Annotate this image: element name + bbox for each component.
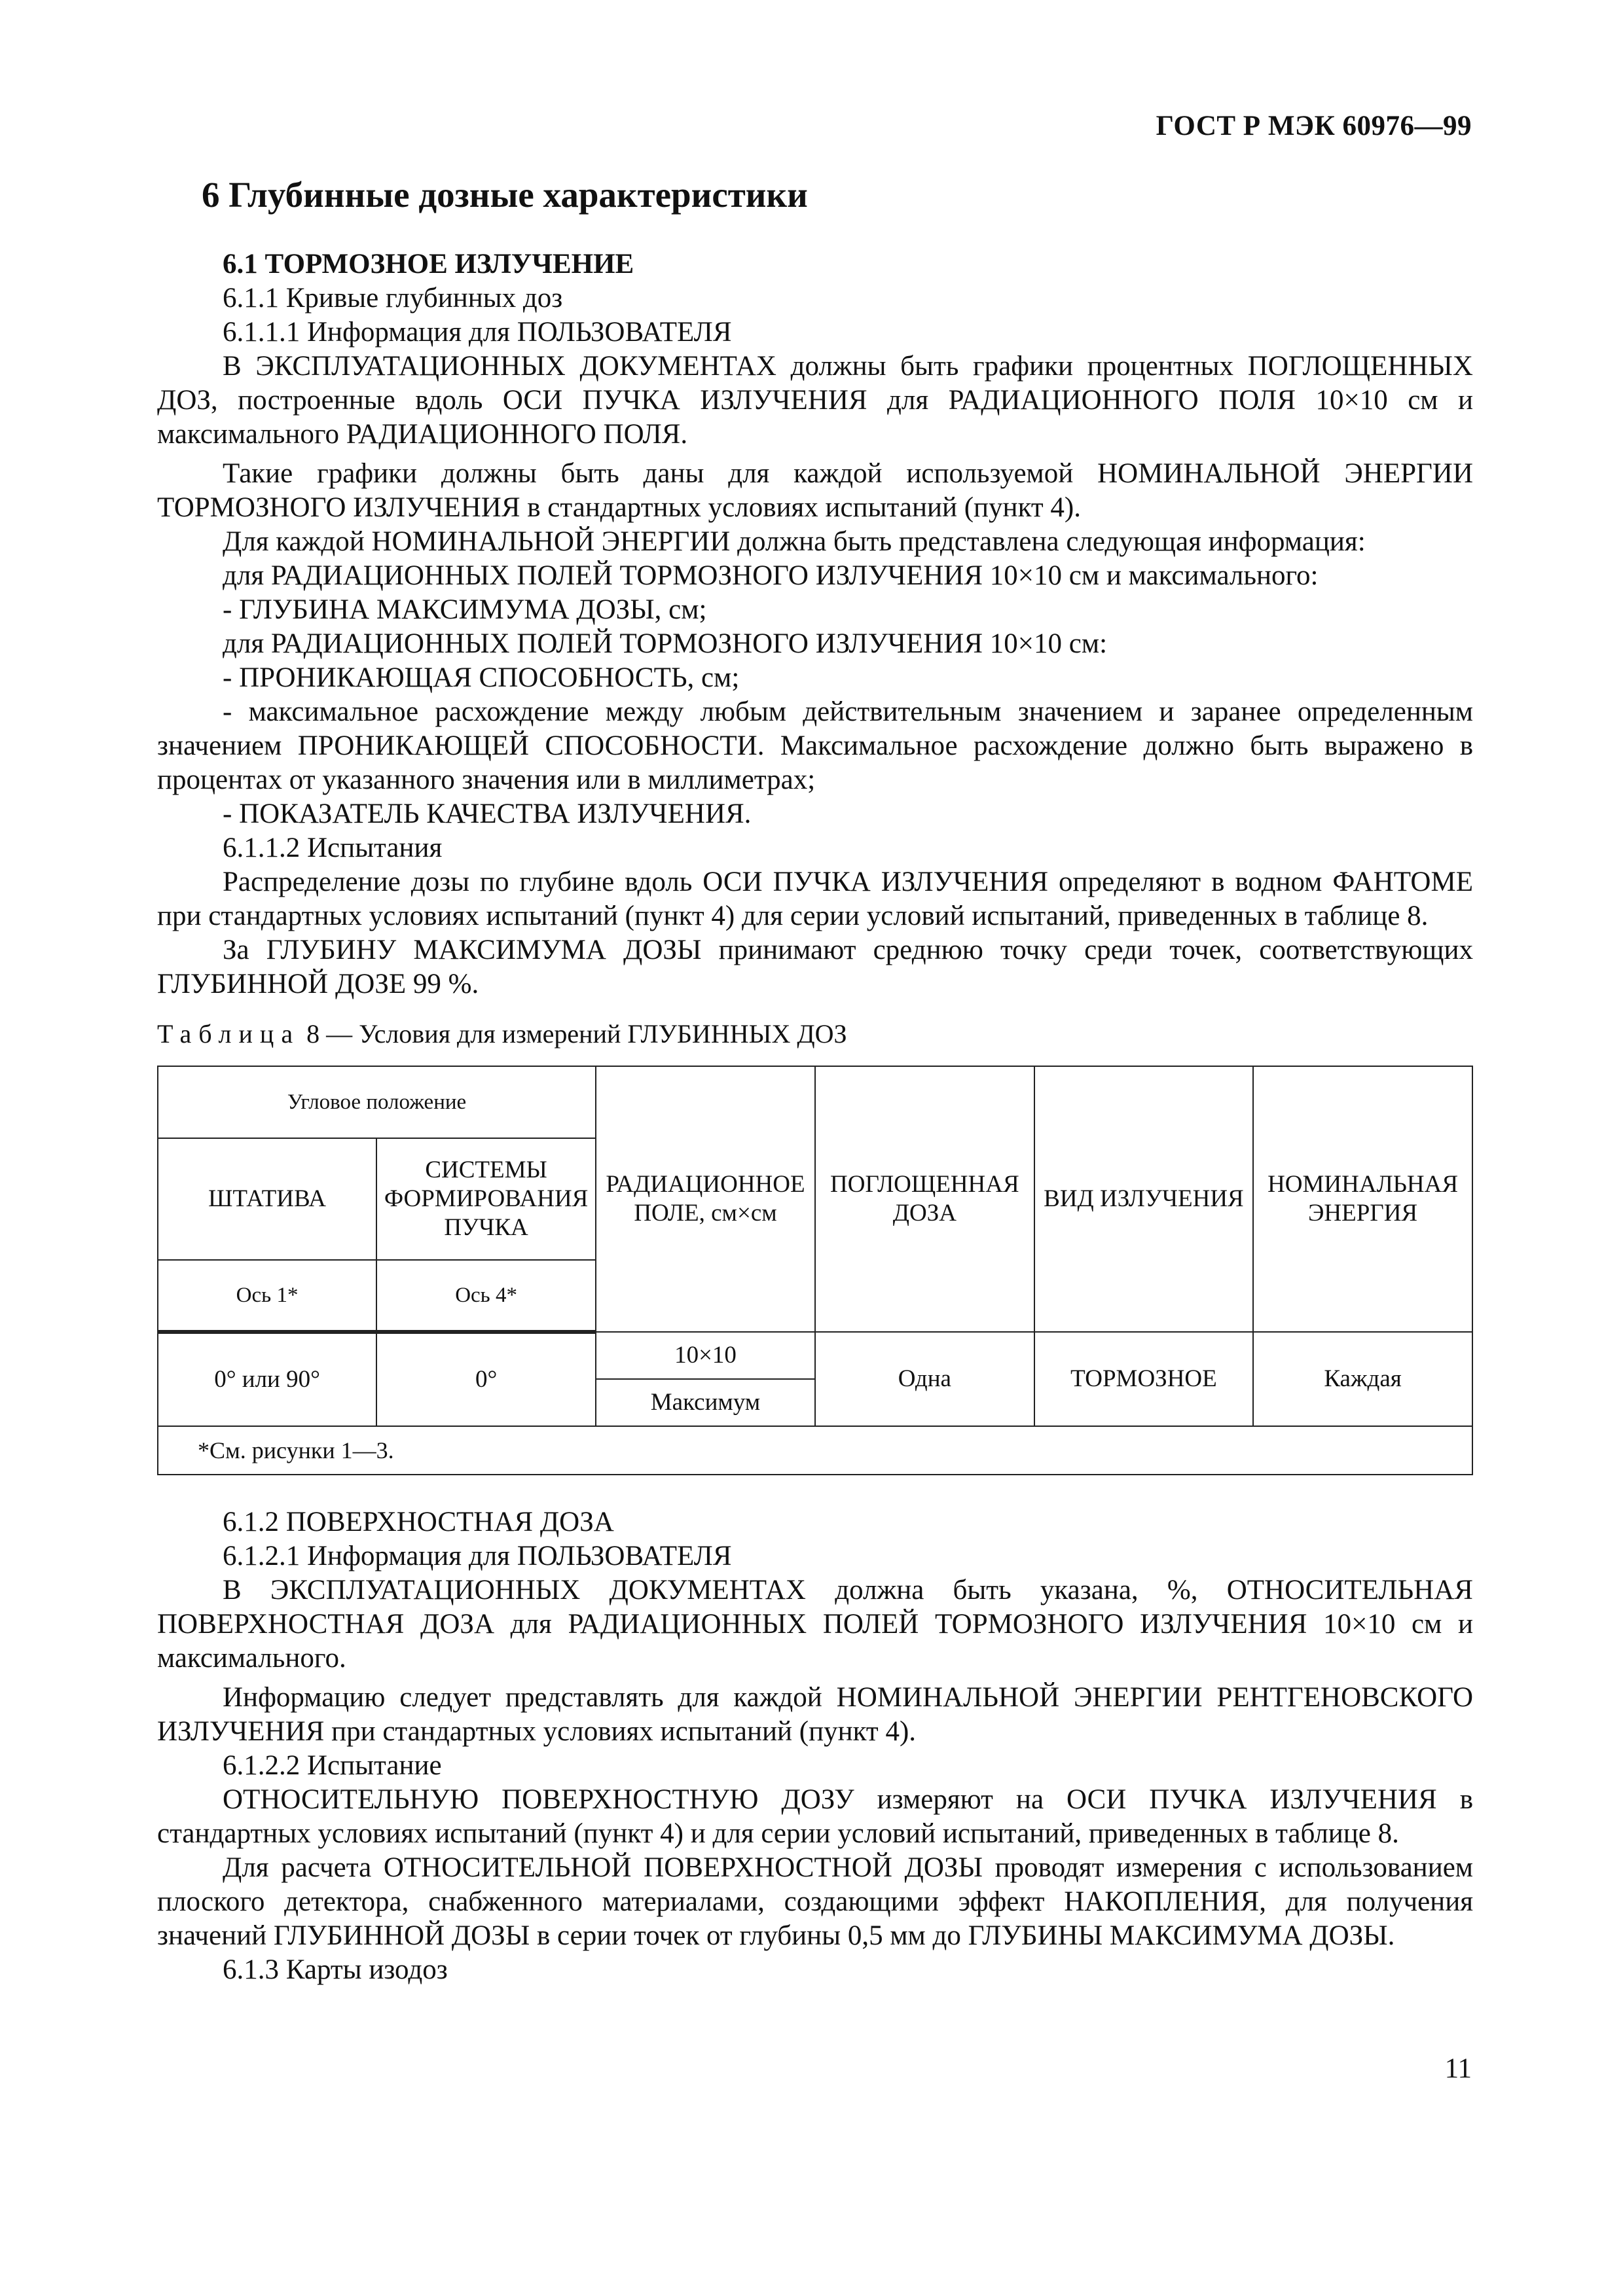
header-beam-system: СИСТЕМЫ ФОРМИРОВАНИЯ ПУЧКА — [376, 1138, 596, 1260]
cell-energy: Каждая — [1253, 1332, 1472, 1426]
body-text-upper — [157, 247, 1473, 1001]
list-item: - ПОКАЗАТЕЛЬ КАЧЕСТВА ИЗЛУЧЕНИЯ. — [223, 798, 752, 829]
subsection-heading: 6.1 ТОРМОЗНОЕ ИЗЛУЧЕНИЕ — [223, 249, 634, 279]
list-item: - ПРОНИКАЮЩАЯ СПОСОБНОСТЬ, см; — [223, 662, 740, 693]
paragraph: для РАДИАЦИОННЫХ ПОЛЕЙ ТОРМОЗНОГО ИЗЛУЧЕНИЯ 10×10 см и максимального: — [223, 560, 1319, 591]
section-title: 6 Глубинные дозные характеристики — [202, 175, 808, 215]
clause-heading: 6.1.1.1 Информация для ПОЛЬЗОВАТЕЛЯ — [223, 317, 732, 348]
clause-heading: 6.1.2.2 Испытание — [223, 1750, 442, 1781]
header-axis-1: Ось 1* — [158, 1260, 376, 1332]
paragraph: Распределение дозы по глубине вдоль ОСИ ПУЧКА ИЗЛУЧЕНИЯ определяют в водном ФАНТОМЕ при стандартных условиях испытаний (пункт 4) для серии условий испытаний, приведенных в таблице 8. — [157, 867, 1473, 931]
table-caption-label: Таблица — [157, 1019, 301, 1049]
cell-radiation-kind: ТОРМОЗНОЕ — [1034, 1332, 1253, 1426]
paragraph: В ЭКСПЛУАТАЦИОННЫХ ДОКУМЕНТАХ должны быть графики процентных ПОГЛОЩЕННЫХ ДОЗ, построенные вдоль ОСИ ПУЧКА ИЗЛУЧЕНИЯ для РАДИАЦИОННОГО ПОЛЯ 10×10 см и максимального РАДИАЦИОННОГО ПОЛЯ. — [157, 351, 1473, 450]
page-number: 11 — [1444, 2053, 1472, 2084]
clause-heading: 6.1.1 Кривые глубинных доз — [223, 283, 563, 314]
list-item: - ГЛУБИНА МАКСИМУМА ДОЗЫ, см; — [223, 594, 707, 625]
header-angular-position: Угловое положение — [158, 1066, 596, 1138]
cell-system-angle: 0° — [376, 1332, 596, 1426]
clause-heading: 6.1.2.1 Информация для ПОЛЬЗОВАТЕЛЯ — [223, 1541, 732, 1571]
cell-field-max: Максимум — [596, 1379, 815, 1426]
table-caption-text: 8 — Условия для измерений ГЛУБИННЫХ ДОЗ — [306, 1019, 847, 1049]
paragraph: ОТНОСИТЕЛЬНУЮ ПОВЕРХНОСТНУЮ ДОЗУ измеряют на ОСИ ПУЧКА ИЗЛУЧЕНИЯ в стандартных условиях испытаний (пункт 4) и для серии условий испытаний, приведенных в таблице 8. — [157, 1784, 1473, 1849]
clause-heading: 6.1.3 Карты изодоз — [223, 1954, 448, 1985]
paragraph: для РАДИАЦИОННЫХ ПОЛЕЙ ТОРМОЗНОГО ИЗЛУЧЕНИЯ 10×10 см: — [223, 628, 1108, 659]
body-text-lower — [157, 1505, 1473, 1987]
header-absorbed-dose: ПОГЛОЩЕННАЯ ДОЗА — [815, 1066, 1034, 1332]
header-nominal-energy: НОМИНАЛЬНАЯ ЭНЕРГИЯ — [1253, 1066, 1472, 1332]
header-radiation-kind: ВИД ИЗЛУЧЕНИЯ — [1034, 1066, 1253, 1332]
clause-heading: 6.1.2 ПОВЕРХНОСТНАЯ ДОЗА — [223, 1507, 614, 1537]
header-stand: ШТАТИВА — [158, 1138, 376, 1260]
paragraph: Для расчета ОТНОСИТЕЛЬНОЙ ПОВЕРХНОСТНОЙ ДОЗЫ проводят измерения с использованием плоского детектора, снабженного материалами, создающими эффект НАКОПЛЕНИЯ, для получения значений ГЛУБИННОЙ ДОЗЫ в серии точек от глубины 0,5 мм до ГЛУБИНЫ МАКСИМУМА ДОЗЫ. — [157, 1852, 1473, 1951]
paragraph: Для каждой НОМИНАЛЬНОЙ ЭНЕРГИИ должна быть представлена следующая информация: — [223, 526, 1366, 557]
cell-field-10x10: 10×10 — [596, 1332, 815, 1379]
cell-dose: Одна — [815, 1332, 1034, 1426]
header-radiation-field: РАДИАЦИОННОЕ ПОЛЕ, см×см — [596, 1066, 815, 1332]
paragraph: Информацию следует представлять для каждой НОМИНАЛЬНОЙ ЭНЕРГИИ РЕНТГЕНОВСКОГО ИЗЛУЧЕНИЯ при стандартных условиях испытаний (пункт 4). — [157, 1682, 1473, 1747]
table-caption — [157, 1018, 847, 1049]
paragraph: Такие графики должны быть даны для каждой используемой НОМИНАЛЬНОЙ ЭНЕРГИИ ТОРМОЗНОГО ИЗЛУЧЕНИЯ в стандартных условиях испытаний (пункт 4). — [157, 458, 1473, 523]
paragraph: За ГЛУБИНУ МАКСИМУМА ДОЗЫ принимают среднюю точку среди точек, соответствующих ГЛУБИННОЙ ДОЗЕ 99 %. — [157, 935, 1473, 999]
paragraph: В ЭКСПЛУАТАЦИОННЫХ ДОКУМЕНТАХ должна быть указана, %, ОТНОСИТЕЛЬНАЯ ПОВЕРХНОСТНАЯ ДОЗА для РАДИАЦИОННЫХ ПОЛЕЙ ТОРМОЗНОГО ИЗЛУЧЕНИЯ 10×10 см и максимального. — [157, 1575, 1473, 1674]
clause-heading: 6.1.1.2 Испытания — [223, 833, 443, 863]
table-footnote: *См. рисунки 1—3. — [158, 1426, 1472, 1475]
standard-code: ГОСТ Р МЭК 60976—99 — [1156, 111, 1472, 141]
list-item: - максимальное расхождение между любым действительным значением и заранее определенным значением ПРОНИКАЮЩЕЙ СПОСОБНОСТИ. Максимальное расхождение должно быть выражено в процентах от указанного значения или в миллиметрах; — [157, 696, 1473, 795]
header-axis-4: Ось 4* — [376, 1260, 596, 1332]
cell-stand-angle: 0° или 90° — [158, 1332, 376, 1426]
table-8 — [157, 1066, 1473, 1475]
